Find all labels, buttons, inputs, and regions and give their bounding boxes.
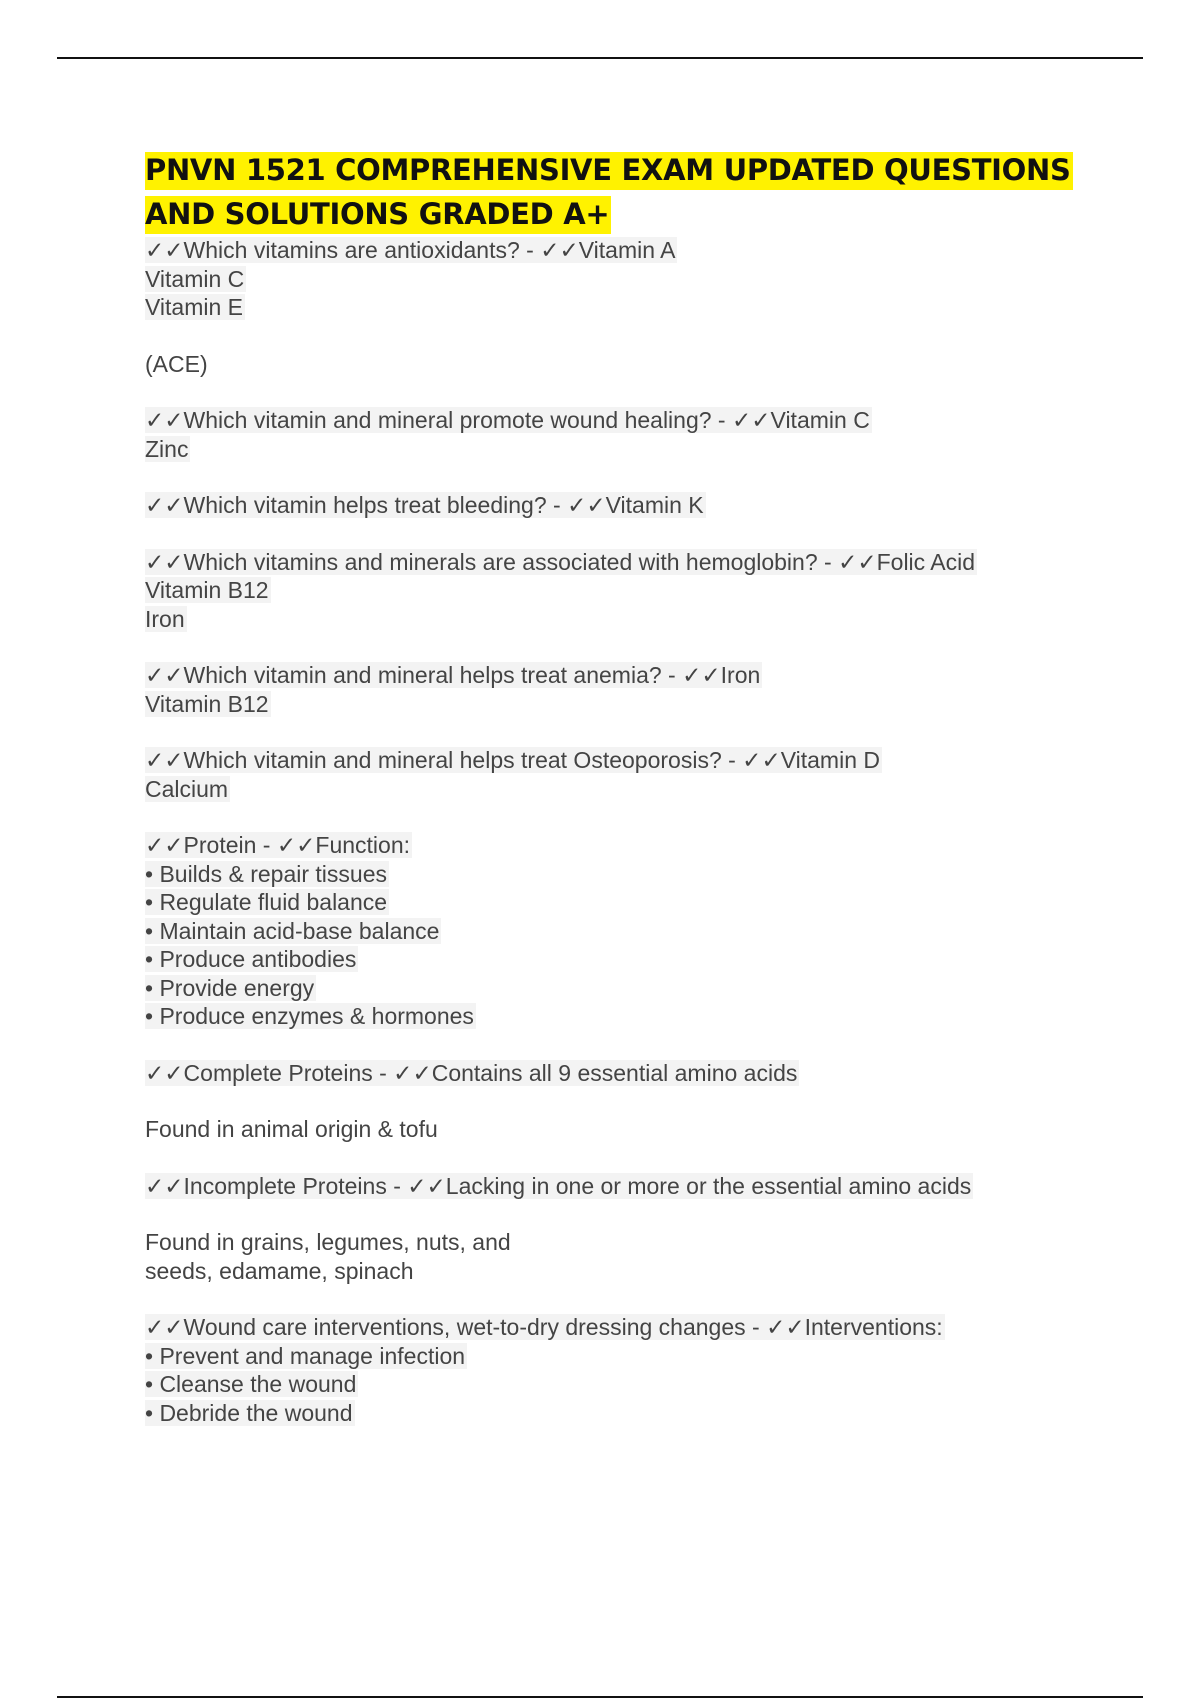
text-line: • Produce antibodies <box>145 946 357 972</box>
text-line: ✓✓Which vitamin and mineral helps treat Osteoporosis? - ✓✓Vitamin D <box>145 747 880 773</box>
text-line: • Builds & repair tissues <box>145 860 387 887</box>
top-rule <box>57 57 1143 59</box>
text-line: • Maintain acid-base balance <box>145 917 440 944</box>
text-line: Found in grains, legumes, nuts, and <box>145 1229 511 1255</box>
text-line: ✓✓Incomplete Proteins - ✓✓Lacking in one or more or the essential amino acids <box>145 1172 972 1199</box>
text-line: ✓✓Which vitamins and minerals are associated with hemoglobin? - ✓✓Folic Acid <box>145 548 976 575</box>
text-line: ✓✓Which vitamin and mineral promote wound healing? - ✓✓Vitamin C <box>145 407 870 433</box>
text-line: • Regulate fluid balance <box>145 889 388 915</box>
bottom-rule <box>57 1696 1143 1698</box>
text-line: Vitamin B12 <box>145 577 269 603</box>
text-line: Vitamin C <box>145 265 245 292</box>
text-line: ✓✓Wound care interventions, wet-to-dry dressing changes - ✓✓Interventions: <box>145 1314 943 1340</box>
text-line: • Cleanse the wound <box>145 1371 357 1397</box>
text-line: Vitamin B12 <box>145 690 269 717</box>
text-line: Iron <box>145 605 185 632</box>
qa-body <box>145 236 1095 1427</box>
text-line: ✓✓Protein - ✓✓Function: <box>145 832 411 858</box>
text-line: • Debride the wound <box>145 1399 353 1426</box>
text-line: ✓✓Which vitamin helps treat bleeding? - ✓✓Vitamin K <box>145 492 704 518</box>
title-line-2: AND SOLUTIONS GRADED A+ <box>145 196 611 234</box>
text-line: Found in animal origin & tofu <box>145 1116 438 1142</box>
text-line: • Prevent and manage infection <box>145 1342 466 1369</box>
text-line: • Provide energy <box>145 974 315 1001</box>
document-title <box>145 148 1095 236</box>
text-line: ✓✓Complete Proteins - ✓✓Contains all 9 essential amino acids <box>145 1059 798 1086</box>
text-line: Vitamin E <box>145 294 244 320</box>
title-line-1: PNVN 1521 COMPREHENSIVE EXAM UPDATED QUESTIONS <box>145 152 1073 190</box>
text-line: Calcium <box>145 775 229 802</box>
text-line: (ACE) <box>145 350 208 377</box>
text-line: ✓✓Which vitamin and mineral helps treat anemia? - ✓✓Iron <box>145 662 761 688</box>
text-line: ✓✓Which vitamins are antioxidants? - ✓✓Vitamin A <box>145 237 676 263</box>
text-line: seeds, edamame, spinach <box>145 1257 414 1284</box>
document-page <box>145 148 1095 1427</box>
text-line: • Produce enzymes & hormones <box>145 1003 474 1029</box>
text-line: Zinc <box>145 435 189 462</box>
